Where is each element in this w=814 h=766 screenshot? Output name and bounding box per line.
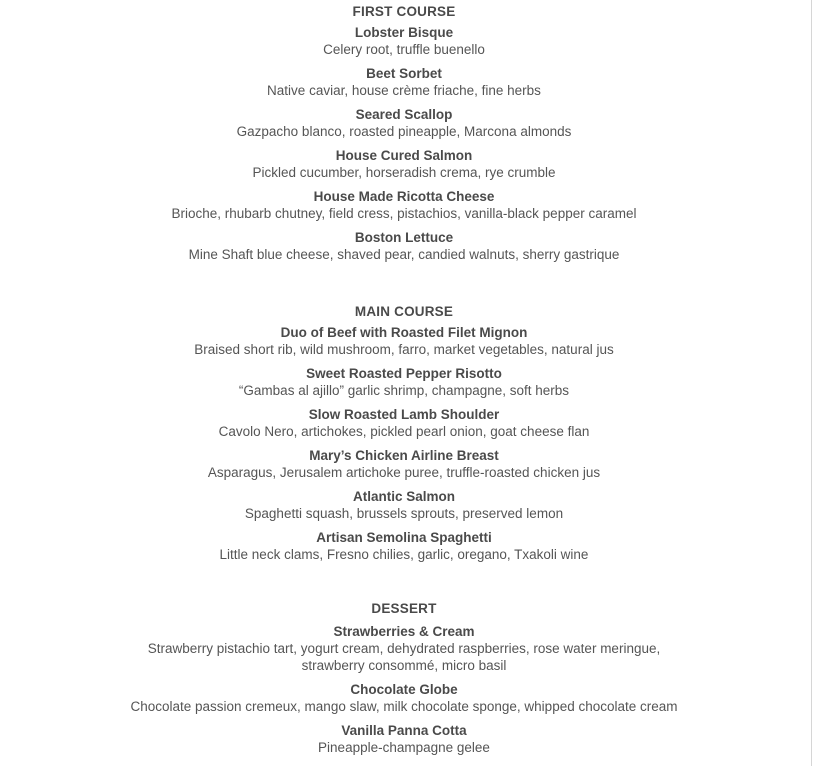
- dish-description: Pineapple-champagne gelee: [318, 740, 490, 755]
- menu-item: [0, 406, 808, 447]
- dish-name: Beet Sorbet: [366, 66, 442, 81]
- menu-item: [0, 722, 808, 763]
- dish-name: Slow Roasted Lamb Shoulder: [308, 407, 500, 422]
- page-edge-divider: [811, 0, 812, 766]
- dessert-section: [0, 599, 808, 763]
- menu-item: [0, 229, 808, 270]
- dish-name: House Made Ricotta Cheese: [313, 189, 495, 204]
- menu-item: [0, 447, 808, 488]
- dish-description-continued: strawberry consommé, micro basil: [301, 658, 507, 673]
- section-title-dessert: DESSERT: [371, 601, 437, 616]
- menu-item: [0, 324, 808, 365]
- menu-item: [0, 65, 808, 106]
- dish-description: Braised short rib, wild mushroom, farro, market vegetables, natural jus: [194, 342, 614, 357]
- dish-description: Celery root, truffle buenello: [323, 42, 485, 57]
- first-course-section: [0, 2, 808, 270]
- dish-name: House Cured Salmon: [335, 148, 473, 163]
- section-title-main-course: MAIN COURSE: [354, 304, 454, 319]
- dish-name: Artisan Semolina Spaghetti: [316, 530, 492, 545]
- section-title-first-course: FIRST COURSE: [352, 4, 456, 19]
- dish-description: Cavolo Nero, artichokes, pickled pearl onion, goat cheese flan: [218, 424, 590, 439]
- dish-name: Boston Lettuce: [354, 230, 454, 245]
- dish-name: Mary’s Chicken Airline Breast: [309, 448, 499, 463]
- dish-description: Spaghetti squash, brussels sprouts, preserved lemon: [244, 506, 564, 521]
- dish-name: Seared Scallop: [355, 107, 453, 122]
- menu-item: [0, 188, 808, 229]
- menu-item: [0, 24, 808, 65]
- dish-name: Lobster Bisque: [354, 25, 454, 40]
- menu-item: [0, 106, 808, 147]
- dish-description: Strawberry pistachio tart, yogurt cream, dehydrated raspberries, rose water meringue,: [147, 641, 661, 656]
- dish-name: Atlantic Salmon: [352, 489, 455, 504]
- dish-description: Brioche, rhubarb chutney, field cress, pistachios, vanilla-black pepper caramel: [171, 206, 637, 221]
- dish-description: Little neck clams, Fresno chilies, garlic, oregano, Txakoli wine: [219, 547, 589, 562]
- dish-description: Native caviar, house crème friache, fine herbs: [267, 83, 541, 98]
- dish-name: Chocolate Globe: [350, 682, 458, 697]
- dish-description: “Gambas al ajillo” garlic shrimp, champagne, soft herbs: [238, 383, 570, 398]
- dish-description: Gazpacho blanco, roasted pineapple, Marcona almonds: [236, 124, 572, 139]
- dish-name: Strawberries & Cream: [333, 624, 475, 639]
- dish-name: Vanilla Panna Cotta: [341, 723, 467, 738]
- menu-item: [0, 488, 808, 529]
- main-course-section: [0, 302, 808, 570]
- menu-item: [0, 623, 808, 681]
- menu-item: [0, 365, 808, 406]
- dish-name: Sweet Roasted Pepper Risotto: [306, 366, 502, 381]
- dish-description: Asparagus, Jerusalem artichoke puree, truffle-roasted chicken jus: [207, 465, 601, 480]
- menu-item: [0, 681, 808, 722]
- menu-item: [0, 147, 808, 188]
- dish-description: Mine Shaft blue cheese, shaved pear, candied walnuts, sherry gastrique: [188, 247, 620, 262]
- dish-description: Pickled cucumber, horseradish crema, rye crumble: [252, 165, 556, 180]
- menu-item: [0, 529, 808, 570]
- dish-description: Chocolate passion cremeux, mango slaw, milk chocolate sponge, whipped chocolate cream: [130, 699, 678, 714]
- dish-name: Duo of Beef with Roasted Filet Mignon: [280, 325, 528, 340]
